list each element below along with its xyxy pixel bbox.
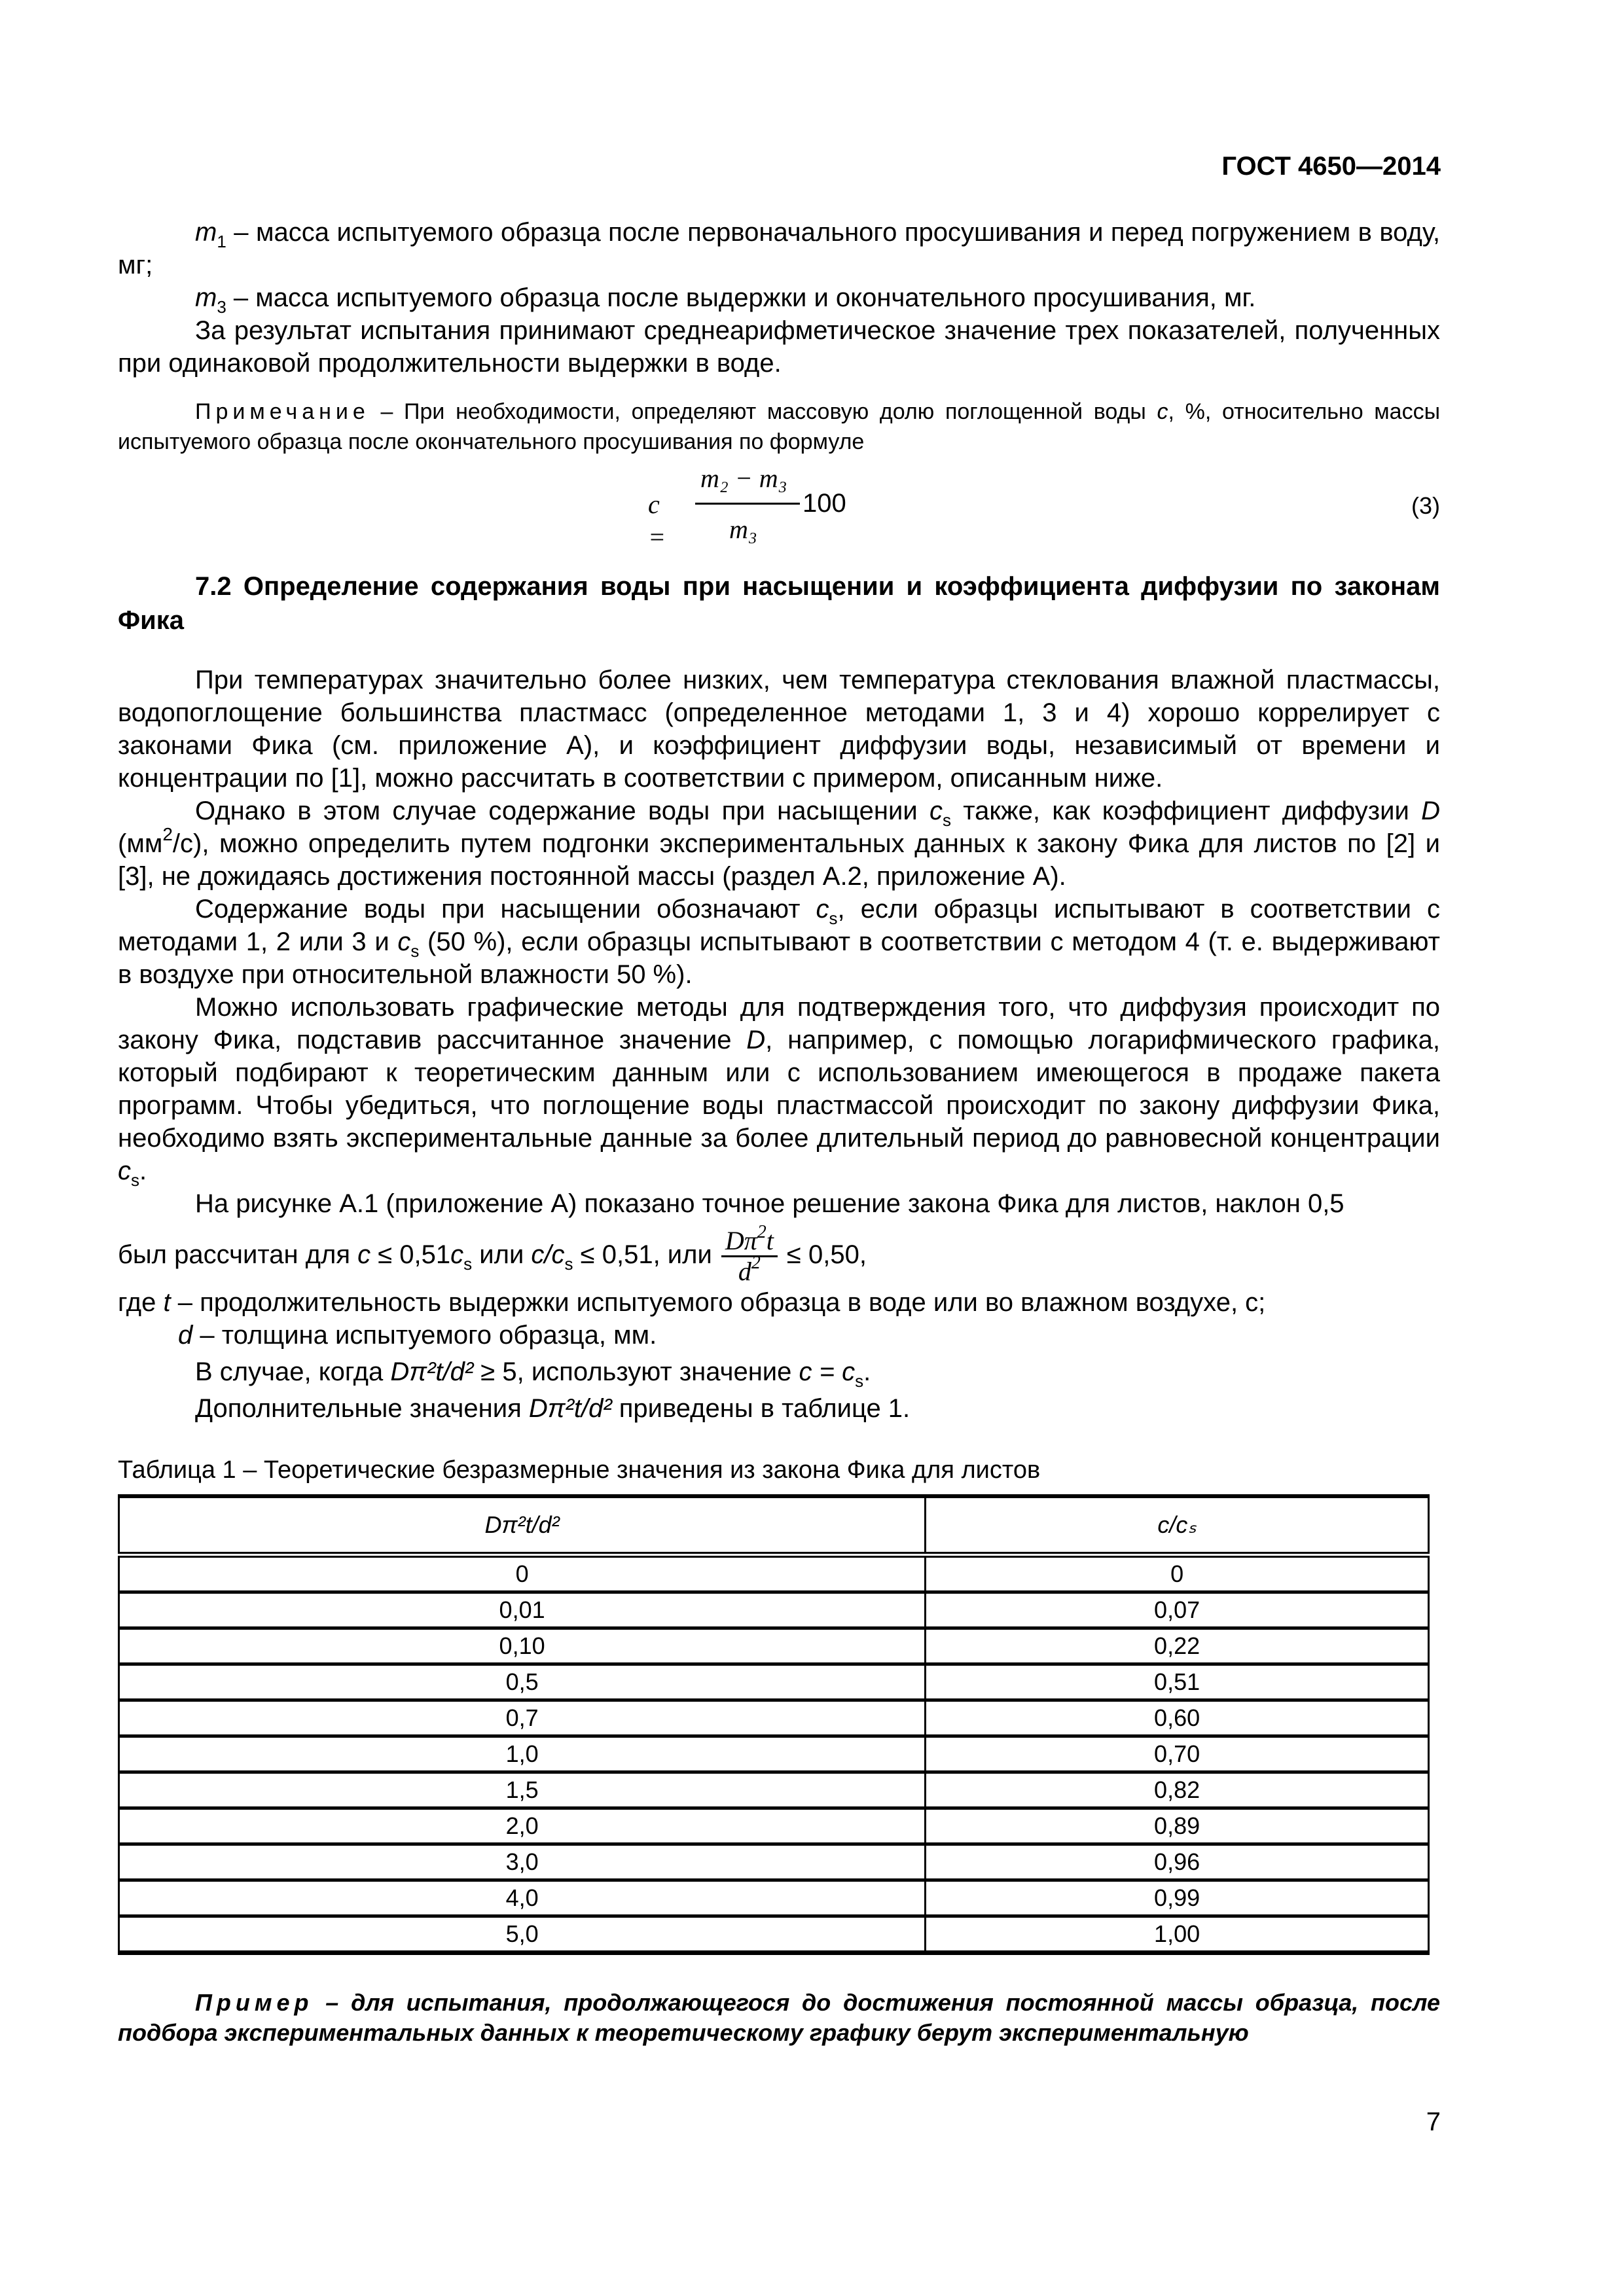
table-row — [119, 1628, 1429, 1664]
definition-m3 — [118, 281, 1440, 317]
text: . — [863, 1357, 871, 1386]
page-content — [118, 216, 1440, 2048]
definition-text: – масса испытуемого образца после первоначального просушивания и перед погружением в воду, мг; — [118, 218, 1440, 279]
table-header-row — [119, 1496, 1429, 1555]
table-cell: 1,00 — [926, 1916, 1429, 1953]
text: или — [472, 1240, 532, 1270]
text: Дополнительные значения — [195, 1394, 529, 1423]
section-heading: 7.2 Определение содержания воды при насыщении и коэффициента диффузии по законам Фика — [118, 572, 1440, 635]
table-cell: 1,0 — [119, 1736, 926, 1772]
where-t — [118, 1286, 1440, 1319]
example-paragraph — [118, 1988, 1440, 2048]
subscript: 3 — [217, 297, 226, 317]
fraction-numerator — [721, 1222, 778, 1257]
formula-denominator: m₃ — [729, 514, 757, 544]
table-cell: 0,99 — [926, 1880, 1429, 1916]
text: (мм — [118, 829, 163, 858]
table-row — [119, 1592, 1429, 1628]
table-row — [119, 1880, 1429, 1916]
example-label: Пример — [195, 1989, 314, 2016]
paragraph-inequalities — [118, 1222, 1440, 1286]
var-d: d — [738, 1257, 751, 1286]
note-paragraph — [118, 397, 1440, 457]
var-m: m — [195, 218, 217, 247]
subscript: s — [829, 908, 838, 928]
table-cell: 4,0 — [119, 1880, 926, 1916]
subscript: s — [942, 810, 951, 830]
var-D: D — [1421, 797, 1440, 825]
text: приведены в таблице 1. — [611, 1394, 911, 1423]
table-row — [119, 1844, 1429, 1880]
table-cell: 5,0 — [119, 1916, 926, 1953]
text: Dπ — [725, 1226, 757, 1255]
text: ≤ 0,51, или — [573, 1240, 712, 1270]
superscript: 2 — [162, 824, 173, 844]
text: . — [139, 1157, 147, 1185]
var-c: c — [929, 797, 943, 825]
superscript: 2 — [757, 1222, 767, 1242]
var-dimensionless-time: Dπ²t/d² — [528, 1394, 612, 1423]
text: (50 %), если образцы испытывают в соответствии с методом 4 (т. е. выдерживают в воздухе при относительной влажности 50 %). — [118, 927, 1440, 989]
paragraph — [118, 991, 1440, 1190]
table-row — [119, 1916, 1429, 1953]
text: где — [118, 1288, 164, 1317]
var-c-over-cs: c/c — [531, 1240, 565, 1270]
table-row — [119, 1736, 1429, 1772]
table-cell: 0,82 — [926, 1772, 1429, 1808]
table-cell: 0,7 — [119, 1700, 926, 1736]
note-label: Примечание — [195, 399, 370, 424]
note-text: – При необходимости, определяют массовую долю поглощенной воды — [369, 399, 1157, 424]
text: , например, с помощью логарифмического графика, который подбирают к теоретическим данным или с использованием имеющегося в продаже пакета программ. Чтобы убедиться, что поглощение воды пластмассой происходит по закону диффузии Фика, необходимо взять экспериментальные данные за более длительный период до равновесной концентрации — [118, 1026, 1440, 1153]
table-cell: 0,96 — [926, 1844, 1429, 1880]
text: ≥ 5, используют значение — [473, 1357, 799, 1386]
inline-fraction — [721, 1222, 778, 1286]
subscript: s — [564, 1254, 573, 1274]
fraction-denominator — [721, 1253, 778, 1286]
superscript: 2 — [751, 1253, 761, 1273]
var-c: c — [450, 1240, 464, 1270]
var-d: d — [178, 1321, 193, 1350]
table-cell: 0 — [926, 1555, 1429, 1592]
table-cell: 3,0 — [119, 1844, 926, 1880]
text: Можно использовать графические методы для подтверждения того, что диффузия происходит по закону Фика, подставив рассчитанное значение — [118, 993, 1440, 1054]
where-d — [118, 1319, 1440, 1352]
var-c: c — [816, 895, 829, 924]
table-row — [119, 1772, 1429, 1808]
table-row — [119, 1664, 1429, 1700]
example-text: – для испытания, продолжающегося до достижения постоянной массы образца, после подбора экспериментальных данных к теоретическому графику берут экспериментальную — [118, 1989, 1440, 2046]
note-text: , %, относительно массы испытуемого образца после окончательного просушивания по формуле — [118, 399, 1441, 454]
var-dimensionless-time: Dπ²t/d² — [390, 1357, 474, 1386]
var-t: t — [766, 1226, 774, 1255]
subscript: s — [410, 941, 420, 961]
standard-designation: ГОСТ 4650—2014 — [1221, 152, 1441, 181]
var-c: c — [1157, 399, 1168, 424]
table-cell: 0,07 — [926, 1592, 1429, 1628]
subscript: s — [463, 1254, 473, 1274]
text: ≤ 0,51 — [370, 1240, 451, 1270]
text: – толщина испытуемого образца, мм. — [192, 1321, 657, 1350]
text: Содержание воды при насыщении обозначают — [195, 895, 816, 924]
table-row — [119, 1555, 1429, 1592]
formula-3 — [118, 462, 1440, 552]
table-cell: 0 — [119, 1555, 926, 1592]
definition-m1 — [118, 216, 1440, 281]
var-c-eq-cs: c = c — [799, 1357, 856, 1386]
text: В случае, когда — [195, 1357, 391, 1386]
subscript: s — [855, 1371, 864, 1391]
var-t: t — [163, 1288, 171, 1317]
text: ≤ 0,50, — [786, 1240, 867, 1270]
table-cell: 0,60 — [926, 1700, 1429, 1736]
formula-multiplier: 100 — [803, 489, 846, 518]
table-cell: 0,01 — [119, 1592, 926, 1628]
paragraph — [118, 795, 1440, 893]
text: был рассчитан для — [118, 1240, 358, 1270]
table-caption: Таблица 1 – Теоретические безразмерные значения из закона Фика для листов — [118, 1456, 1041, 1484]
table-cell: 0,22 — [926, 1628, 1429, 1664]
definition-text: – масса испытуемого образца после выдержки и окончательного просушивания, мг. — [226, 283, 1256, 312]
formula-numerator: m₂ − m₃ — [700, 463, 787, 493]
var-c: c — [357, 1240, 371, 1270]
column-header: c/cₛ — [926, 1496, 1429, 1555]
table-cell: 2,0 — [119, 1808, 926, 1844]
var-D: D — [746, 1026, 766, 1054]
column-header: Dπ²t/d² — [119, 1496, 926, 1555]
text: , если образцы испытывают в соответствии с методами 1, 2 или 3 и — [118, 895, 1440, 956]
text: /с), можно определить путем подгонки экспериментальных данных к закону Фика для листов по [2] и [3], не дожидаясь достижения постоянной массы (раздел А.2, приложение А). — [118, 829, 1440, 891]
text: Однако в этом случае содержание воды при насыщении — [195, 797, 929, 825]
table-row — [119, 1808, 1429, 1844]
paragraph — [118, 893, 1440, 991]
table-cell: 0,10 — [119, 1628, 926, 1664]
table-row — [119, 1700, 1429, 1736]
fick-values-table — [118, 1494, 1430, 1955]
table-cell: 0,70 — [926, 1736, 1429, 1772]
page-number: 7 — [1426, 2108, 1441, 2136]
result-paragraph: За результат испытания принимают среднеарифметическое значение трех показателей, полученных при одинаковой продолжительности выдержки в воде. — [118, 316, 1440, 378]
table-cell: 0,5 — [119, 1664, 926, 1700]
var-m: m — [195, 283, 217, 312]
table-cell: 0,51 — [926, 1664, 1429, 1700]
formula-lhs: c = — [648, 490, 666, 552]
paragraph — [118, 1355, 1440, 1391]
paragraph: При температурах значительно более низких, чем температура стеклования влажной пластмассы, водопоглощение большинства пластмасс (определенное методами 1, 3 и 4) хорошо коррелирует с законами Фика (см. приложение А), и коэффициент диффузии воды, независимый от времени и концентрации по [1], можно рассчитать в соответствии с примером, описанным ниже. — [118, 666, 1440, 793]
table-cell: 1,5 — [119, 1772, 926, 1808]
text: – продолжительность выдержки испытуемого образца в воде или во влажном воздухе, с; — [170, 1288, 1266, 1317]
table-cell: 0,89 — [926, 1808, 1429, 1844]
text: также, как коэффициент диффузии — [950, 797, 1422, 825]
fraction-bar — [695, 503, 800, 505]
paragraph: На рисунке А.1 (приложение А) показано точное решение закона Фика для листов, наклон 0,5 — [195, 1189, 1344, 1218]
paragraph — [118, 1392, 1440, 1425]
var-c: c — [397, 927, 411, 956]
equation-number: (3) — [1411, 492, 1440, 519]
var-c: c — [118, 1157, 131, 1185]
subscript: 1 — [217, 232, 226, 251]
subscript: s — [131, 1170, 139, 1190]
